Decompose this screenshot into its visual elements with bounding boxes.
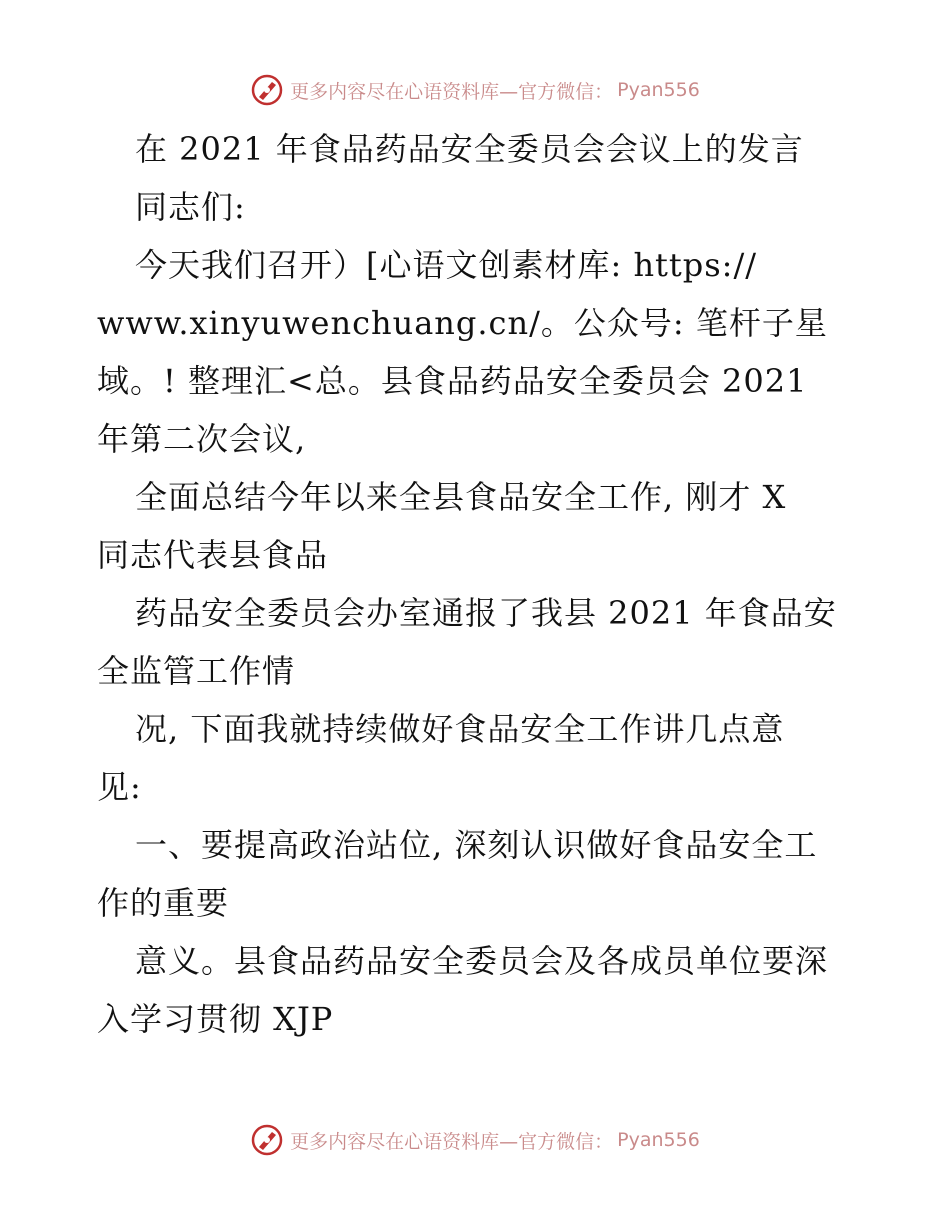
paragraph-line: www.xinyuwenchuang.cn/。公众号: 笔杆子星 xyxy=(97,304,828,342)
document-title: 在 2021 年食品药品安全委员会会议上的发言 xyxy=(135,130,804,168)
section-heading-line: 作的重要 xyxy=(97,884,230,922)
pen-logo-icon xyxy=(250,1123,284,1157)
footer-banner-content xyxy=(250,1123,700,1157)
paragraph-line: 况, 下面我就持续做好食品安全工作讲几点意 xyxy=(135,710,785,748)
salutation: 同志们: xyxy=(135,188,246,226)
header-banner-text: 更多内容尽在心语资料库—官方微信： xyxy=(290,80,614,103)
paragraph-line: 今天我们召开）[心语文创素材库: https:// xyxy=(135,246,758,284)
footer-banner xyxy=(0,1120,950,1160)
header-banner xyxy=(0,70,950,110)
paragraph-line: 全面总结今年以来全县食品安全工作, 刚才 X xyxy=(135,478,787,516)
paragraph-line: 域。! 整理汇<总。县食品药品安全委员会 2021 xyxy=(97,362,808,400)
pen-logo-icon xyxy=(250,73,284,107)
paragraph-line: 意义。县食品药品安全委员会及各成员单位要深 xyxy=(135,942,829,980)
footer-banner-wechat-id: Pyan556 xyxy=(617,1129,700,1151)
header-banner-content xyxy=(250,73,700,107)
paragraph-line: 见: xyxy=(97,768,142,806)
paragraph-line: 年第二次会议, xyxy=(97,420,307,458)
paragraph-line: 入学习贯彻 XJP xyxy=(97,1000,334,1038)
document-body xyxy=(97,120,857,1048)
paragraph-line: 全监管工作情 xyxy=(97,652,296,690)
paragraph-line: 同志代表县食品 xyxy=(97,536,329,574)
paragraph-line: 药品安全委员会办室通报了我县 2021 年食品安 xyxy=(135,594,837,632)
header-banner-wechat-id: Pyan556 xyxy=(617,79,700,101)
footer-banner-text: 更多内容尽在心语资料库—官方微信： xyxy=(290,1130,614,1153)
section-heading-line: 一、要提高政治站位, 深刻认识做好食品安全工 xyxy=(135,826,818,864)
